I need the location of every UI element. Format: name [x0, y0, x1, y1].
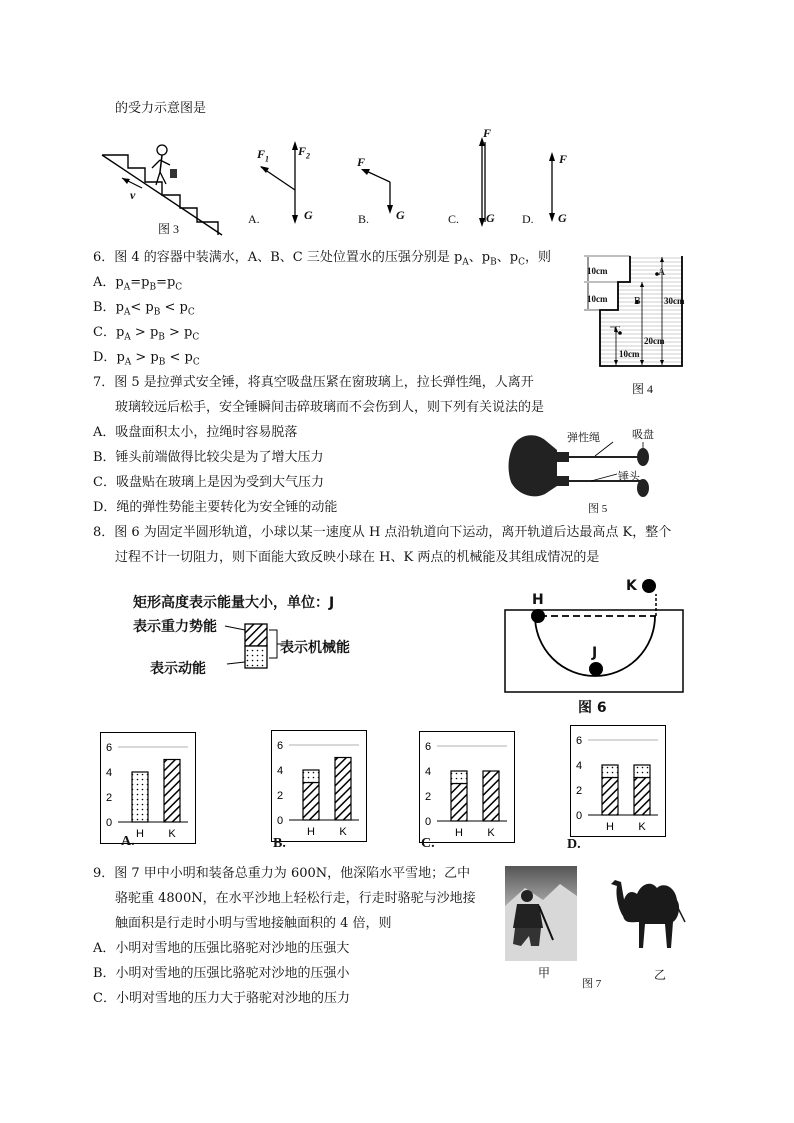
bar-potential-h	[602, 778, 618, 816]
q5-tail-text: 的受力示意图是	[115, 101, 207, 116]
figure-4-point-c: C	[614, 325, 621, 336]
bar-kinetic-h	[303, 770, 319, 783]
q7-option-d: D．绳的弹性势能主要转化为安全锤的动能	[93, 500, 338, 515]
figure-4-dim-1: 10cm	[587, 266, 608, 276]
force-a-g-label: G	[304, 208, 313, 222]
chart-option-label-c: C.	[421, 836, 435, 851]
chart-x-label-k: K	[168, 828, 176, 840]
chart-option-label-d: D.	[567, 837, 581, 852]
q6-option-b: B．$p_A< p_B < p_C$	[93, 300, 195, 318]
chart-x-label-h: H	[307, 826, 315, 838]
q8-stem-line1: 8．图 6 为固定半圆形轨道，小球以某一速度从 H 点沿轨道向下运动，离开轨道后达最高点 K，整个	[93, 525, 672, 540]
force-diagram-c	[470, 132, 500, 232]
force-a-f2-label: $F_2$	[298, 144, 311, 161]
figure-5-caption: 图 5	[588, 503, 608, 515]
q9-stem-line3: 触面积是行走时小明与雪地接触面积的 4 倍，则	[115, 916, 392, 931]
figure-4-caption: 图 4	[632, 382, 654, 396]
chart-x-label-k: K	[339, 826, 347, 838]
figure-4-dim-2: 10cm	[587, 294, 608, 304]
bar-potential-k	[164, 760, 180, 823]
q8-legend-swatch	[225, 618, 295, 678]
figure-7-yi-label: 乙	[654, 968, 667, 982]
option-a-label: A.	[248, 212, 260, 226]
figure-5-head-label: 锤头	[618, 470, 640, 483]
chart-y-tick: 2	[106, 792, 113, 804]
figure-7-jia-label: 甲	[538, 966, 551, 980]
q8-legend-title: 矩形高度表示能量大小，单位：J	[133, 595, 335, 611]
bar-potential-h	[303, 783, 319, 821]
chart-y-tick: 6	[106, 742, 113, 754]
q7-option-b: B．锤头前端做得比较尖是为了增大压力	[93, 450, 324, 465]
force-c-g-label: G	[486, 211, 495, 225]
chart-y-tick: 0	[576, 810, 583, 822]
q8-stem-line2: 过程不计一切阻力，则下面能大致反映小球在 H、K 两点的机械能及其组成情况的是	[115, 550, 600, 565]
figure-6-track	[500, 578, 690, 698]
q6-stem: 6．图 4 的容器中装满水，A、B、C 三处位置水的压强分别是 $p_A$、$p_B$、$p_C$，则	[93, 250, 551, 268]
bar-kinetic-h	[132, 772, 148, 822]
figure-6-h-label: H	[532, 592, 544, 608]
chart-option-label-b: B.	[273, 836, 286, 851]
chart-x-label-k: K	[487, 827, 495, 839]
q6-option-a: A．$p_A=p_B=p_C$	[93, 275, 183, 293]
chart-y-tick: 2	[576, 785, 583, 797]
figure-7-caption: 图 7	[582, 978, 602, 990]
force-b-g-label: G	[396, 208, 405, 222]
chart-x-label-h: H	[606, 821, 614, 833]
bar-potential-k	[483, 771, 499, 821]
q8-legend-ke: 表示动能	[150, 661, 206, 677]
q7-stem-line1: 7．图 5 是拉弹式安全锤，将真空吸盘压紧在窗玻璃上，拉长弹性绳，人离开	[93, 375, 534, 390]
chart-y-tick: 0	[425, 816, 432, 828]
chart-y-tick: 2	[277, 790, 284, 802]
force-d-g-label: G	[558, 211, 567, 225]
figure-4-point-b: B	[634, 296, 641, 307]
q9-stem-line2: 骆驼重 4800N，在水平沙地上轻松行走，行走时骆驼与沙地接	[115, 891, 476, 906]
chart-y-tick: 6	[277, 740, 284, 752]
q8-legend-gp: 表示重力势能	[133, 619, 217, 635]
chart-option-label-a: A.	[121, 834, 135, 849]
q7-stem-line2: 玻璃较远后松手，安全锤瞬间击碎玻璃而不会伤到人，则下列有关说法的是	[115, 400, 545, 415]
q8-legend-mech: 表示机械能	[280, 640, 350, 656]
force-b-f-label: F	[357, 155, 366, 169]
bar-potential-h	[451, 784, 467, 822]
force-d-f-label: F	[559, 152, 568, 166]
energy-chart-b	[271, 730, 367, 842]
figure-4-dim-4: 20cm	[644, 336, 665, 346]
q9-option-c: C．小明对雪地的压力大于骆驼对沙地的压力	[93, 991, 350, 1006]
bar-kinetic-h	[602, 765, 618, 778]
chart-y-tick: 6	[576, 735, 583, 747]
q7-option-c: C．吸盘贴在玻璃上是因为受到大气压力	[93, 475, 324, 490]
chart-y-tick: 0	[106, 817, 113, 829]
bar-potential-k	[335, 758, 351, 821]
q7-option-a: A．吸盘面积太小，拉绳时容易脱落	[93, 425, 298, 440]
chart-x-label-h: H	[455, 827, 463, 839]
chart-y-tick: 4	[277, 765, 284, 777]
force-c-f-label: F	[483, 126, 492, 140]
option-b-label: B.	[358, 212, 370, 226]
bar-potential-k	[634, 778, 650, 816]
q9-stem-line1: 9．图 7 甲中小明和装备总重力为 600N，他深陷水平雪地；乙中	[93, 866, 471, 881]
chart-x-label-k: K	[638, 821, 646, 833]
energy-chart-a	[100, 732, 196, 844]
chart-y-tick: 4	[106, 767, 113, 779]
energy-chart-c	[419, 731, 515, 843]
chart-y-tick: 4	[576, 760, 583, 772]
figure-3-caption: 图 3	[158, 222, 180, 236]
figure-6-k-label: K	[626, 578, 637, 594]
chart-y-tick: 2	[425, 791, 432, 803]
bar-kinetic-k	[634, 765, 650, 778]
figure-6-j-label: J	[592, 645, 598, 661]
option-c-label: C.	[448, 212, 460, 226]
chart-y-tick: 0	[277, 815, 284, 827]
figure-6-caption: 图 6	[578, 700, 607, 716]
force-a-f1-label: $F_1$	[257, 147, 270, 164]
q6-option-d: D．$p_A > p_B < p_C$	[93, 350, 200, 368]
bar-kinetic-h	[451, 771, 467, 784]
figure-4-point-a: A	[658, 267, 666, 278]
energy-chart-d	[570, 725, 666, 837]
q9-option-a: A．小明对雪地的压强比骆驼对沙地的压强大	[93, 941, 350, 956]
option-d-label: D.	[522, 212, 534, 226]
figure-4-dim-5: 10cm	[619, 349, 640, 359]
chart-x-label-h: H	[136, 828, 144, 840]
figure-5-rope-label: 弹性绳	[567, 431, 600, 444]
figure-3-v-label: v	[130, 188, 136, 202]
figure-4-dim-3: 30cm	[664, 296, 685, 306]
chart-y-tick: 6	[425, 741, 432, 753]
q6-option-c: C．$p_A > p_B > p_C$	[93, 325, 200, 343]
chart-y-tick: 4	[425, 766, 432, 778]
q9-option-b: B．小明对雪地的压强比骆驼对沙地的压强小	[93, 966, 350, 981]
figure-5-cup-label: 吸盘	[632, 428, 654, 441]
figure-7-photos	[505, 866, 695, 968]
